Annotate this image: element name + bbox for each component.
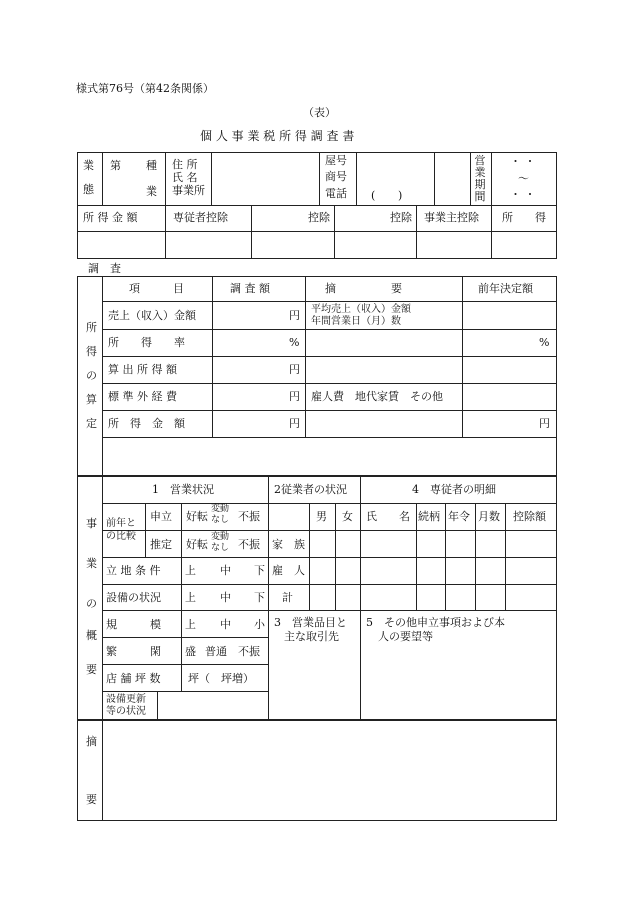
row-sales-summary-2: 年間営業日（月）数 bbox=[311, 316, 401, 327]
busy-sei: 盛 bbox=[185, 645, 196, 658]
col-amount-header: 調 査 額 bbox=[230, 282, 270, 295]
shu-label: 種 bbox=[146, 159, 157, 172]
hendou-label-1b: なし bbox=[211, 515, 230, 525]
period-start-dots: ・ ・ bbox=[510, 155, 536, 168]
sec3-label-2: 主な取引先 bbox=[284, 630, 339, 643]
col-prev-header: 前年決定額 bbox=[478, 282, 533, 295]
hendou-label-1a: 変動 bbox=[211, 504, 230, 514]
gyotai-label-1: 業 bbox=[83, 159, 94, 172]
location-jo: 上 bbox=[185, 564, 196, 577]
sec5-label-2: 人の要望等 bbox=[378, 630, 433, 643]
remarks-side-1: 摘 bbox=[86, 735, 97, 748]
form-title: 個 人 事 業 税 所 得 調 査 書 bbox=[200, 129, 355, 143]
renewal-label-2: 等の状況 bbox=[106, 706, 146, 717]
deduction-header-1: 控除 bbox=[308, 211, 330, 224]
business-period-label: 営業期間 bbox=[474, 154, 486, 203]
col-name-header: 氏 名 bbox=[366, 510, 410, 523]
equipment-chu: 中 bbox=[220, 591, 231, 604]
row-income-unit: 円 bbox=[289, 417, 300, 430]
remarks-side-2: 要 bbox=[86, 793, 97, 806]
income-amount-header: 所 得 金 額 bbox=[83, 211, 138, 224]
gyo-label: 業 bbox=[146, 185, 157, 198]
col-months-header: 月数 bbox=[478, 510, 500, 523]
business-side-2: 業 bbox=[86, 557, 97, 570]
remarks-section bbox=[77, 720, 557, 821]
business-side-3: の bbox=[86, 597, 97, 610]
hendou-label-2a: 変動 bbox=[211, 532, 230, 542]
busy-futsu: 普通 bbox=[205, 645, 227, 658]
col-age-header: 年令 bbox=[448, 510, 470, 523]
survey-label: 調 査 bbox=[88, 262, 121, 275]
location-ge: 下 bbox=[254, 564, 265, 577]
yago-label: 屋号 bbox=[325, 154, 347, 167]
equipment-jo: 上 bbox=[185, 591, 196, 604]
form-side: （表） bbox=[303, 106, 336, 119]
renewal-label-1: 設備更新 bbox=[106, 694, 146, 705]
phone-label: 電話 bbox=[325, 187, 347, 200]
survey-side-2: 得 bbox=[86, 345, 97, 358]
period-end-dots: ・ ・ bbox=[510, 188, 536, 201]
kouten-label-2: 好転 bbox=[186, 538, 208, 551]
address-label: 住 所 bbox=[172, 158, 198, 171]
phone-paren-close: ) bbox=[398, 189, 403, 202]
scale-chu: 中 bbox=[220, 618, 231, 631]
row-sales-unit: 円 bbox=[289, 309, 300, 322]
fushin-label-2: 不振 bbox=[238, 538, 260, 551]
survey-side-5: 定 bbox=[86, 417, 97, 430]
business-side-5: 要 bbox=[86, 663, 97, 676]
row-expense-summary: 雇人費 地代家賃 その他 bbox=[311, 390, 443, 403]
dai-label: 第 bbox=[110, 159, 121, 172]
female-header: 女 bbox=[342, 510, 353, 523]
col-summary-header: 摘 要 bbox=[325, 282, 402, 295]
row-expense-item: 標 準 外 経 費 bbox=[108, 390, 177, 403]
busy-label: 繁 閑 bbox=[106, 645, 161, 658]
location-chu: 中 bbox=[220, 564, 231, 577]
sec5-label-1: 5 その他申立事項および本 bbox=[366, 616, 505, 629]
kei-label: 計 bbox=[282, 591, 293, 604]
fushin-label-1: 不振 bbox=[238, 510, 260, 523]
col-rel-header: 続柄 bbox=[418, 510, 440, 523]
male-header: 男 bbox=[316, 510, 327, 523]
survey-side-3: の bbox=[86, 369, 97, 382]
prev-compare-2: の比較 bbox=[106, 531, 136, 542]
name-label: 氏 名 bbox=[172, 171, 198, 184]
phone-paren-open: ( bbox=[371, 189, 376, 202]
office-label: 事業所 bbox=[172, 184, 205, 197]
gyotai-label-2: 態 bbox=[83, 183, 94, 196]
row-sales-summary: 平均売上（収入）金額 bbox=[311, 304, 411, 315]
row-rate-unit: % bbox=[289, 336, 300, 349]
owner-deduction-header: 事業主控除 bbox=[424, 211, 479, 224]
floor-label: 店 舗 坪 数 bbox=[106, 672, 161, 685]
row-calc-item: 算 出 所 得 額 bbox=[108, 363, 177, 376]
kouten-label-1: 好転 bbox=[186, 510, 208, 523]
equipment-label: 設備の状況 bbox=[106, 591, 161, 604]
row-rate-item: 所 得 率 bbox=[108, 336, 185, 349]
deduction-header-2: 控除 bbox=[390, 211, 412, 224]
equipment-ge: 下 bbox=[254, 591, 265, 604]
row-sales-item: 売上（収入）金額 bbox=[108, 309, 196, 322]
period-tilde: 〜 bbox=[518, 172, 529, 185]
survey-side-1: 所 bbox=[86, 321, 97, 334]
hendou-label-2b: なし bbox=[211, 543, 230, 553]
row-rate-prev-unit: % bbox=[539, 336, 550, 349]
survey-side-4: 算 bbox=[86, 393, 97, 406]
location-label: 立 地 条 件 bbox=[106, 564, 161, 577]
business-side-1: 事 bbox=[86, 517, 97, 530]
sec4-header: 4 専従者の明細 bbox=[412, 483, 496, 496]
scale-label: 規 模 bbox=[106, 618, 161, 631]
yatoi-label: 雇 人 bbox=[272, 564, 305, 577]
col-item-header: 項 目 bbox=[129, 282, 184, 295]
form-number: 様式第76号（第42条関係） bbox=[76, 82, 214, 95]
employee-deduction-header: 専従者控除 bbox=[173, 211, 228, 224]
prev-compare-1: 前年と bbox=[106, 518, 136, 529]
scale-sho: 小 bbox=[254, 618, 265, 631]
floor-tsubo: 坪（ 坪増） bbox=[188, 672, 254, 685]
busy-fushin: 不振 bbox=[238, 645, 260, 658]
shinritsu-label: 申立 bbox=[150, 510, 172, 523]
row-income-prev-unit: 円 bbox=[539, 417, 550, 430]
suitei-label: 推定 bbox=[150, 538, 172, 551]
kazoku-label: 家 族 bbox=[272, 538, 305, 551]
sec2-header: 2従業者の状況 bbox=[274, 483, 347, 496]
sec1-header: 1 営業状況 bbox=[152, 483, 214, 496]
row-calc-unit: 円 bbox=[289, 363, 300, 376]
scale-jo: 上 bbox=[185, 618, 196, 631]
row-expense-unit: 円 bbox=[289, 390, 300, 403]
sec3-label-1: 3 営業品目と bbox=[274, 616, 347, 629]
shogo-label: 商号 bbox=[325, 170, 347, 183]
col-deduct-header: 控除額 bbox=[513, 510, 546, 523]
shotoku-header: 所 得 bbox=[502, 211, 546, 224]
business-side-4: 概 bbox=[86, 629, 97, 642]
row-income-item: 所 得 金 額 bbox=[108, 417, 185, 430]
